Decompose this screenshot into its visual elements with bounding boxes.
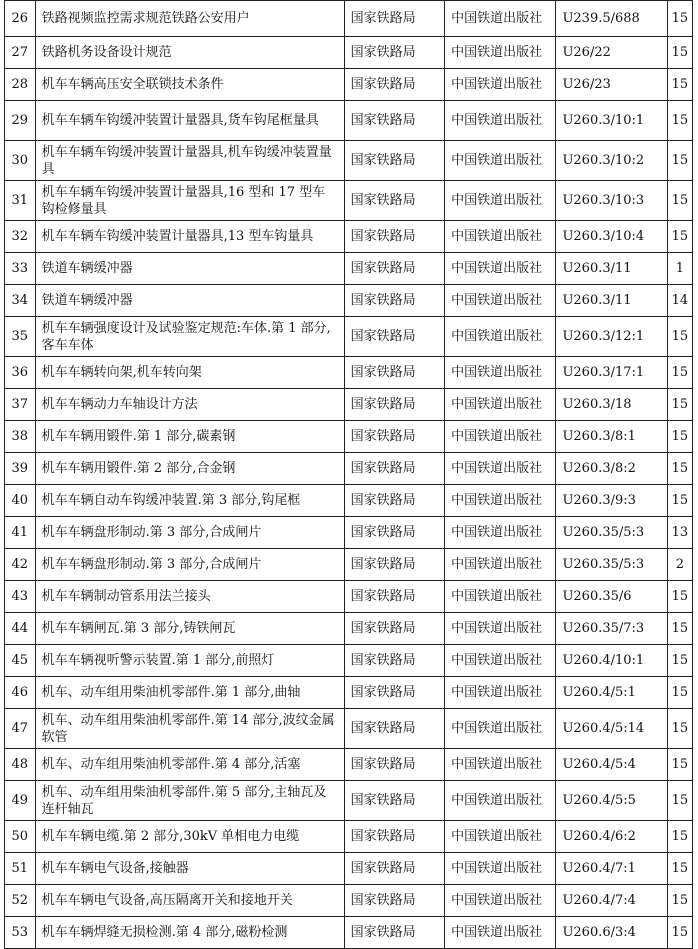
issuing-department-cell: 国家铁路局: [344, 581, 444, 613]
row-number-cell: 45: [5, 645, 36, 677]
issuing-department-cell: 国家铁路局: [344, 37, 444, 69]
publisher-cell: 中国铁道出版社: [445, 613, 556, 645]
standard-title-cell: 机车车辆用锻件.第 2 部分,合金钢: [35, 453, 344, 485]
call-number-cell: U260.3/10:3: [556, 181, 667, 221]
issuing-department-cell: 国家铁路局: [344, 285, 444, 317]
call-number-cell: U260.35/5:3: [556, 517, 667, 549]
table-row: [5, 549, 693, 581]
issuing-department-cell: 国家铁路局: [344, 389, 444, 421]
row-number-cell: 33: [5, 253, 36, 285]
row-number-cell: 46: [5, 677, 36, 709]
quantity-cell: 15: [667, 581, 692, 613]
standard-title-cell: 机车车辆车钩缓冲装置计量器具,机车钩缓冲装置量具: [35, 141, 344, 181]
quantity-cell: 14: [667, 285, 692, 317]
table-row: [5, 517, 693, 549]
quantity-cell: 15: [667, 677, 692, 709]
issuing-department-cell: 国家铁路局: [344, 253, 444, 285]
issuing-department-cell: 国家铁路局: [344, 917, 444, 949]
quantity-cell: 15: [667, 389, 692, 421]
standard-title-cell: 机车车辆自动车钩缓冲装置.第 3 部分,钩尾框: [35, 485, 344, 517]
standard-title-cell: 机车车辆闸瓦.第 3 部分,铸铁闸瓦: [35, 613, 344, 645]
call-number-cell: U260.35/7:3: [556, 613, 667, 645]
call-number-cell: U260.3/10:2: [556, 141, 667, 181]
table-row: [5, 821, 693, 853]
row-number-cell: 32: [5, 221, 36, 253]
quantity-cell: 15: [667, 709, 692, 749]
issuing-department-cell: 国家铁路局: [344, 421, 444, 453]
call-number-cell: U260.4/5:5: [556, 781, 667, 821]
issuing-department-cell: 国家铁路局: [344, 69, 444, 101]
table-row: [5, 181, 693, 221]
issuing-department-cell: 国家铁路局: [344, 181, 444, 221]
standard-title-cell: 机车车辆盘形制动.第 3 部分,合成闸片: [35, 549, 344, 581]
quantity-cell: 15: [667, 37, 692, 69]
quantity-cell: 15: [667, 221, 692, 253]
standard-title-cell: 机车车辆电缆.第 2 部分,30kV 单相电力电缆: [35, 821, 344, 853]
table-body: [5, 1, 693, 949]
call-number-cell: U260.3/10:4: [556, 221, 667, 253]
row-number-cell: 36: [5, 357, 36, 389]
issuing-department-cell: 国家铁路局: [344, 101, 444, 141]
call-number-cell: U26/22: [556, 37, 667, 69]
publisher-cell: 中国铁道出版社: [445, 581, 556, 613]
standard-title-cell: 机车、动车组用柴油机零部件.第 5 部分,主轴瓦及连杆轴瓦: [35, 781, 344, 821]
call-number-cell: U260.3/10:1: [556, 101, 667, 141]
row-number-cell: 44: [5, 613, 36, 645]
call-number-cell: U260.3/8:2: [556, 453, 667, 485]
row-number-cell: 30: [5, 141, 36, 181]
publisher-cell: 中国铁道出版社: [445, 917, 556, 949]
call-number-cell: U260.35/5:3: [556, 549, 667, 581]
publisher-cell: 中国铁道出版社: [445, 677, 556, 709]
standard-title-cell: 机车、动车组用柴油机零部件.第 14 部分,波纹金属软管: [35, 709, 344, 749]
standard-title-cell: 机车车辆电气设备,高压隔离开关和接地开关: [35, 885, 344, 917]
publisher-cell: 中国铁道出版社: [445, 421, 556, 453]
standard-title-cell: 机车车辆车钩缓冲装置计量器具,货车钩尾框量具: [35, 101, 344, 141]
standard-title-cell: 机车车辆盘形制动.第 3 部分,合成闸片: [35, 517, 344, 549]
quantity-cell: 15: [667, 917, 692, 949]
quantity-cell: 15: [667, 453, 692, 485]
standard-title-cell: 铁道车辆缓冲器: [35, 253, 344, 285]
call-number-cell: U260.3/17:1: [556, 357, 667, 389]
table-row: [5, 885, 693, 917]
publisher-cell: 中国铁道出版社: [445, 389, 556, 421]
table-row: [5, 1, 693, 37]
publisher-cell: 中国铁道出版社: [445, 517, 556, 549]
issuing-department-cell: 国家铁路局: [344, 645, 444, 677]
publisher-cell: 中国铁道出版社: [445, 101, 556, 141]
call-number-cell: U260.4/6:2: [556, 821, 667, 853]
row-number-cell: 47: [5, 709, 36, 749]
call-number-cell: U239.5/688: [556, 1, 667, 37]
issuing-department-cell: 国家铁路局: [344, 749, 444, 781]
call-number-cell: U260.4/7:1: [556, 853, 667, 885]
call-number-cell: U260.3/11: [556, 285, 667, 317]
issuing-department-cell: 国家铁路局: [344, 781, 444, 821]
table-row: [5, 221, 693, 253]
table-row: [5, 917, 693, 949]
quantity-cell: 15: [667, 821, 692, 853]
publisher-cell: 中国铁道出版社: [445, 645, 556, 677]
row-number-cell: 48: [5, 749, 36, 781]
quantity-cell: 15: [667, 613, 692, 645]
standard-title-cell: 机车车辆电气设备,接触器: [35, 853, 344, 885]
standard-title-cell: 机车车辆焊缝无损检测.第 4 部分,磁粉检测: [35, 917, 344, 949]
standard-title-cell: 机车、动车组用柴油机零部件.第 1 部分,曲轴: [35, 677, 344, 709]
quantity-cell: 15: [667, 181, 692, 221]
table-row: [5, 317, 693, 357]
row-number-cell: 42: [5, 549, 36, 581]
call-number-cell: U260.3/11: [556, 253, 667, 285]
issuing-department-cell: 国家铁路局: [344, 677, 444, 709]
row-number-cell: 39: [5, 453, 36, 485]
standard-title-cell: 机车车辆用锻件.第 1 部分,碳素钢: [35, 421, 344, 453]
row-number-cell: 53: [5, 917, 36, 949]
row-number-cell: 27: [5, 37, 36, 69]
quantity-cell: 15: [667, 1, 692, 37]
issuing-department-cell: 国家铁路局: [344, 1, 444, 37]
table-row: [5, 749, 693, 781]
table-row: [5, 453, 693, 485]
table-row: [5, 69, 693, 101]
issuing-department-cell: 国家铁路局: [344, 885, 444, 917]
quantity-cell: 15: [667, 749, 692, 781]
quantity-cell: 15: [667, 69, 692, 101]
standard-title-cell: 铁路视频监控需求规范铁路公安用户: [35, 1, 344, 37]
quantity-cell: 15: [667, 885, 692, 917]
quantity-cell: 15: [667, 781, 692, 821]
issuing-department-cell: 国家铁路局: [344, 821, 444, 853]
table-row: [5, 357, 693, 389]
call-number-cell: U26/23: [556, 69, 667, 101]
table-row: [5, 253, 693, 285]
row-number-cell: 41: [5, 517, 36, 549]
publisher-cell: 中国铁道出版社: [445, 549, 556, 581]
table-row: [5, 613, 693, 645]
issuing-department-cell: 国家铁路局: [344, 485, 444, 517]
publisher-cell: 中国铁道出版社: [445, 453, 556, 485]
quantity-cell: 15: [667, 485, 692, 517]
row-number-cell: 29: [5, 101, 36, 141]
quantity-cell: 15: [667, 141, 692, 181]
issuing-department-cell: 国家铁路局: [344, 317, 444, 357]
issuing-department-cell: 国家铁路局: [344, 357, 444, 389]
publisher-cell: 中国铁道出版社: [445, 885, 556, 917]
publisher-cell: 中国铁道出版社: [445, 253, 556, 285]
issuing-department-cell: 国家铁路局: [344, 517, 444, 549]
table-row: [5, 645, 693, 677]
standard-title-cell: 机车车辆转向架,机车转向架: [35, 357, 344, 389]
table-row: [5, 853, 693, 885]
row-number-cell: 28: [5, 69, 36, 101]
quantity-cell: 15: [667, 645, 692, 677]
standard-title-cell: 机车车辆高压安全联锁技术条件: [35, 69, 344, 101]
table-row: [5, 709, 693, 749]
table-row: [5, 389, 693, 421]
row-number-cell: 34: [5, 285, 36, 317]
call-number-cell: U260.35/6: [556, 581, 667, 613]
standard-title-cell: 铁路机务设备设计规范: [35, 37, 344, 69]
book-list-table: [4, 0, 693, 949]
call-number-cell: U260.3/18: [556, 389, 667, 421]
table-row: [5, 581, 693, 613]
quantity-cell: 15: [667, 853, 692, 885]
publisher-cell: 中国铁道出版社: [445, 285, 556, 317]
publisher-cell: 中国铁道出版社: [445, 821, 556, 853]
publisher-cell: 中国铁道出版社: [445, 749, 556, 781]
quantity-cell: 15: [667, 101, 692, 141]
row-number-cell: 26: [5, 1, 36, 37]
publisher-cell: 中国铁道出版社: [445, 357, 556, 389]
table-row: [5, 37, 693, 69]
call-number-cell: U260.3/12:1: [556, 317, 667, 357]
standard-title-cell: 机车车辆强度设计及试验鉴定规范:车体.第 1 部分,客车车体: [35, 317, 344, 357]
table-row: [5, 781, 693, 821]
call-number-cell: U260.4/5:14: [556, 709, 667, 749]
quantity-cell: 15: [667, 357, 692, 389]
issuing-department-cell: 国家铁路局: [344, 709, 444, 749]
standard-title-cell: 机车车辆动力车轴设计方法: [35, 389, 344, 421]
call-number-cell: U260.4/5:4: [556, 749, 667, 781]
issuing-department-cell: 国家铁路局: [344, 453, 444, 485]
row-number-cell: 51: [5, 853, 36, 885]
call-number-cell: U260.6/3:4: [556, 917, 667, 949]
issuing-department-cell: 国家铁路局: [344, 853, 444, 885]
publisher-cell: 中国铁道出版社: [445, 69, 556, 101]
publisher-cell: 中国铁道出版社: [445, 317, 556, 357]
publisher-cell: 中国铁道出版社: [445, 221, 556, 253]
issuing-department-cell: 国家铁路局: [344, 141, 444, 181]
publisher-cell: 中国铁道出版社: [445, 37, 556, 69]
row-number-cell: 37: [5, 389, 36, 421]
issuing-department-cell: 国家铁路局: [344, 221, 444, 253]
call-number-cell: U260.4/7:4: [556, 885, 667, 917]
row-number-cell: 31: [5, 181, 36, 221]
table-row: [5, 677, 693, 709]
row-number-cell: 38: [5, 421, 36, 453]
call-number-cell: U260.4/5:1: [556, 677, 667, 709]
quantity-cell: 13: [667, 517, 692, 549]
table-row: [5, 101, 693, 141]
row-number-cell: 43: [5, 581, 36, 613]
row-number-cell: 52: [5, 885, 36, 917]
call-number-cell: U260.3/8:1: [556, 421, 667, 453]
publisher-cell: 中国铁道出版社: [445, 181, 556, 221]
standard-title-cell: 机车车辆车钩缓冲装置计量器具,13 型车钩量具: [35, 221, 344, 253]
table-row: [5, 285, 693, 317]
publisher-cell: 中国铁道出版社: [445, 781, 556, 821]
publisher-cell: 中国铁道出版社: [445, 853, 556, 885]
table-row: [5, 421, 693, 453]
quantity-cell: 1: [667, 253, 692, 285]
row-number-cell: 35: [5, 317, 36, 357]
row-number-cell: 50: [5, 821, 36, 853]
publisher-cell: 中国铁道出版社: [445, 141, 556, 181]
quantity-cell: 15: [667, 317, 692, 357]
quantity-cell: 15: [667, 421, 692, 453]
publisher-cell: 中国铁道出版社: [445, 485, 556, 517]
call-number-cell: U260.3/9:3: [556, 485, 667, 517]
issuing-department-cell: 国家铁路局: [344, 549, 444, 581]
publisher-cell: 中国铁道出版社: [445, 1, 556, 37]
table-row: [5, 485, 693, 517]
issuing-department-cell: 国家铁路局: [344, 613, 444, 645]
row-number-cell: 49: [5, 781, 36, 821]
publisher-cell: 中国铁道出版社: [445, 709, 556, 749]
row-number-cell: 40: [5, 485, 36, 517]
standard-title-cell: 机车、动车组用柴油机零部件.第 4 部分,活塞: [35, 749, 344, 781]
standard-title-cell: 机车车辆制动管系用法兰接头: [35, 581, 344, 613]
quantity-cell: 2: [667, 549, 692, 581]
standard-title-cell: 机车车辆车钩缓冲装置计量器具,16 型和 17 型车钩检修量具: [35, 181, 344, 221]
standard-title-cell: 机车车辆视听警示装置.第 1 部分,前照灯: [35, 645, 344, 677]
call-number-cell: U260.4/10:1: [556, 645, 667, 677]
standard-title-cell: 铁道车辆缓冲器: [35, 285, 344, 317]
table-row: [5, 141, 693, 181]
